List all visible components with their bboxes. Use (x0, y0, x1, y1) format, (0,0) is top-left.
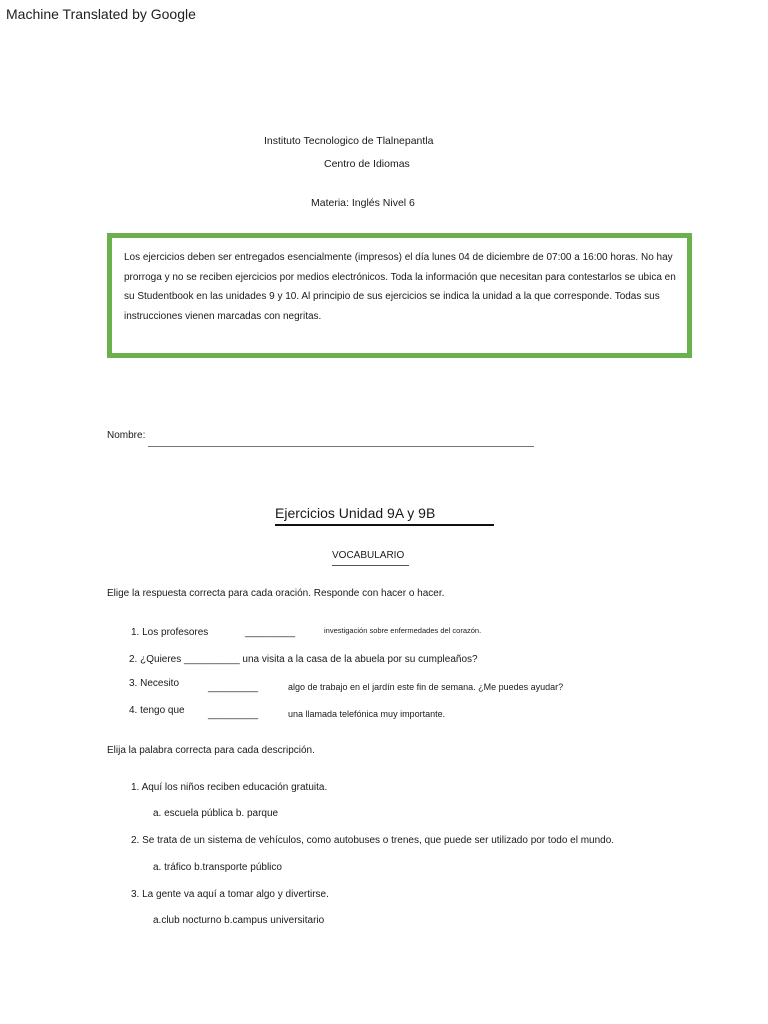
subsection-title: VOCABULARIO (332, 550, 405, 561)
center-name: Centro de Idiomas (324, 158, 410, 170)
notice-box (107, 233, 692, 358)
subsection-underline (332, 565, 409, 566)
notice-text: Los ejercicios deben ser entregados esencialmente (impresos) el día lunes 04 de diciembre de 07:00 a 16:00 horas. No hay prorroga y no se reciben ejercicios por medios electrónicos. Toda la información que necesitan para contestarlos se ubica en su Studentbook en las unidades 9 y 10. Al principio de sus ejercicios se indica la unidad a la que corresponde. Todas sus instrucciones vienen marcadas con negritas. (124, 252, 676, 322)
part2-question-3: 3. La gente va aquí a tomar algo y divertirse. (131, 889, 329, 900)
part1-item-3-tail: algo de trabajo en el jardín este fin de semana. ¿Me puedes ayudar? (288, 682, 564, 692)
part1-item-4-tail: una llamada telefónica muy importante. (288, 709, 446, 719)
part1-item-3-blank: _________ (208, 682, 259, 693)
part1-item-2: 2. ¿Quieres __________ una visita a la casa de la abuela por su cumpleaños? (129, 654, 478, 665)
part1-item-1-lead: 1. Los profesores (131, 627, 209, 638)
part2-question-1: 1. Aquí los niños reciben educación gratuita. (131, 782, 328, 793)
subject-label: Materia: Inglés Nivel 6 (311, 197, 415, 209)
part2-options-2: a. tráfico b.transporte público (153, 862, 282, 873)
part2-instruction: Elija la palabra correcta para cada descripción. (107, 745, 315, 756)
part1-item-4-lead: 4. tengo que (129, 705, 185, 716)
institution-name: Instituto Tecnologico de Tlalnepantla (264, 135, 434, 147)
section-title-underline (275, 524, 494, 526)
part1-item-4-blank: _________ (208, 709, 259, 720)
part1-item-3-lead: 3. Necesito (129, 678, 180, 689)
part2-options-1: a. escuela pública b. parque (153, 808, 279, 819)
name-label: Nombre: (107, 430, 146, 441)
part1-item-1-tail: investigación sobre enfermedades del corazón. (324, 626, 482, 635)
name-line (148, 446, 534, 447)
section-title: Ejercicios Unidad 9A y 9B (275, 505, 436, 521)
part2-options-3: a.club nocturno b.campus universitario (153, 915, 325, 926)
part1-item-1-blank: _________ (245, 627, 296, 638)
translation-banner: Machine Translated by Google (6, 6, 196, 22)
part2-question-2: 2. Se trata de un sistema de vehículos, como autobuses o trenes, que puede ser utilizado por todo el mundo. (131, 835, 615, 846)
part1-instruction: Elige la respuesta correcta para cada oración. Responde con hacer o hacer. (107, 588, 445, 599)
